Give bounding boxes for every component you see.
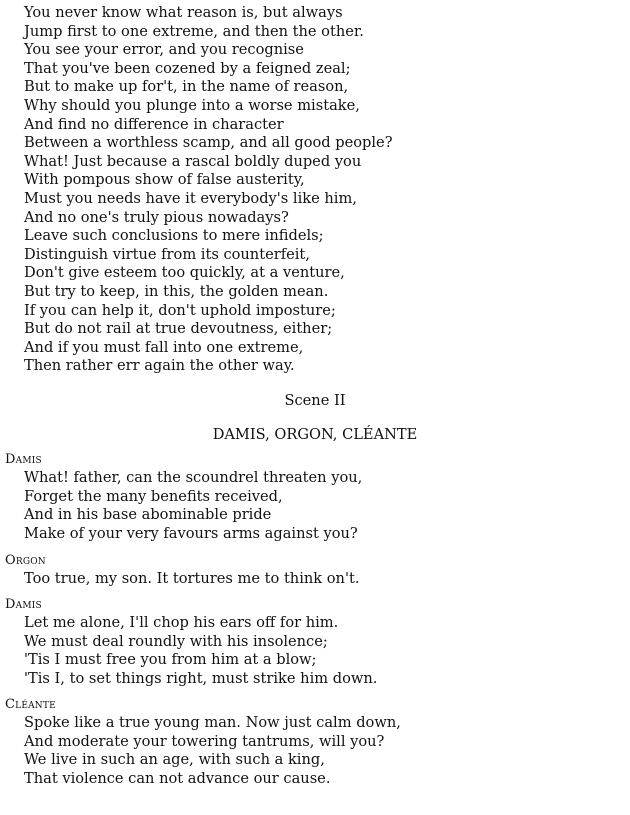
verse-line: But do not rail at true devoutness, either; [24,320,333,338]
verse-line: And if you must fall into one extreme, [24,338,304,356]
verse-line: We live in such an age, with such a king, [24,751,325,769]
speech-block [24,469,362,543]
verse-line: And in his base abominable pride [24,506,272,524]
verse-line: Forget the many benefits received, [24,487,283,505]
verse-line: What! Just because a rascal boldly duped you [24,152,362,170]
verse-line: You never know what reason is, but always [24,4,343,21]
verse-line: Then rather err again the other way. [24,357,295,375]
verse-line: And no one's truly pious nowadays? [24,208,289,226]
verse-line: What! father, can the scoundrel threaten you, [24,469,363,486]
speech-block [24,714,401,788]
verse-line: Leave such conclusions to mere infidels; [24,227,324,245]
verse-line: Make of your very favours arms against you? [24,524,358,542]
opening-speech [24,4,393,376]
verse-line: That you've been cozened by a feigned zeal; [24,59,351,77]
verse-line: Jump first to one extreme, and then the other. [24,22,364,40]
verse-line: And find no difference in character [24,115,284,133]
verse-line: Between a worthless scamp, and all good people? [24,134,393,152]
verse-line: But to make up for't, in the name of reason, [24,78,349,96]
verse-line: Distinguish virtue from its counterfeit, [24,245,310,263]
verse-line: Must you needs have it everybody's like him, [24,189,357,207]
verse-line: Why should you plunge into a worse mistake, [24,96,360,114]
verse-line: But try to keep, in this, the golden mean. [24,282,329,300]
verse-line: If you can help it, don't uphold imposture; [24,301,336,319]
speaker-name: Orgon [5,553,46,568]
speech-block [24,614,377,688]
verse-line: 'Tis I, to set things right, must strike him down. [24,669,378,687]
verse-line: Too true, my son. It tortures me to think on't. [24,570,360,587]
verse-line: We must deal roundly with his insolence; [24,632,328,650]
verse-line: 'Tis I must free you from him at a blow; [24,651,317,669]
verse-line: And moderate your towering tantrums, will you? [24,732,385,750]
verse-line: Spoke like a true young man. Now just calm down, [24,714,401,731]
speaker-name: Cléante [5,697,56,712]
speech-block [24,570,359,589]
scene-cast: DAMIS, ORGON, CLÉANTE [212,426,418,443]
verse-line: Don't give esteem too quickly, at a venture, [24,264,345,282]
speaker-name: Damis [5,597,42,612]
verse-line: That violence can not advance our cause. [24,769,331,787]
verse-line: With pompous show of false austerity, [24,171,305,189]
verse-line: You see your error, and you recognise [24,41,304,59]
scene-title: Scene II [284,392,346,409]
verse-line: Let me alone, I'll chop his ears off for him. [24,614,339,631]
speaker-name: Damis [5,452,42,467]
